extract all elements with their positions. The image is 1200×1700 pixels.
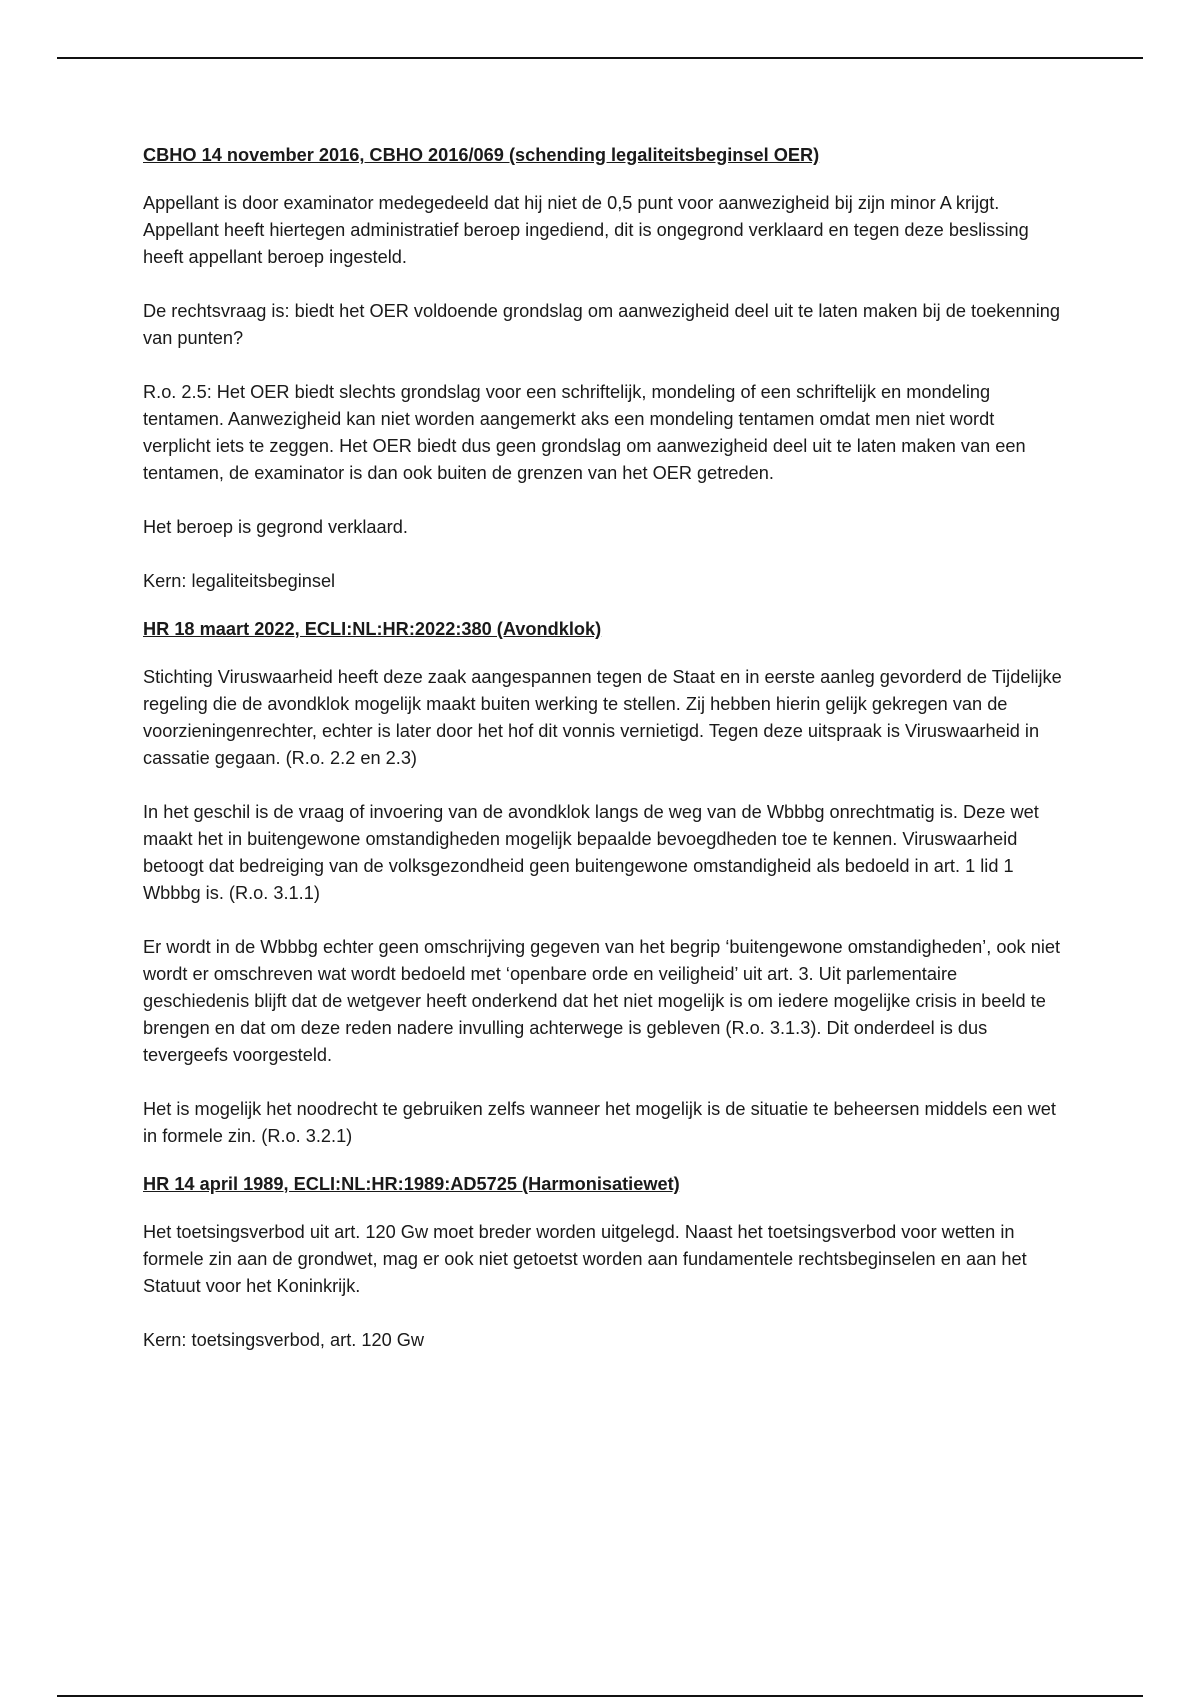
paragraph: Kern: toetsingsverbod, art. 120 Gw <box>143 1330 425 1350</box>
top-rule <box>57 57 1143 59</box>
paragraph: In het geschil is de vraag of invoering van de avondklok langs de weg van de Wbbbg onrechtmatig is. Deze wet maakt het in buitengewone omstandigheden mogelijk bepaalde bevoegdheden toe te kennen. Viruswaarheid betoogt dat bedreiging van de volksgezondheid geen buitengewone omstandigheid als bedoeld in art. 1 lid 1 Wbbbg is. (R.o. 3.1.1) <box>143 802 1039 903</box>
paragraph: De rechtsvraag is: biedt het OER voldoende grondslag om aanwezigheid deel uit te laten maken bij de toekenning van punten? <box>143 301 1061 348</box>
paragraph: Het toetsingsverbod uit art. 120 Gw moet breder worden uitgelegd. Naast het toetsingsverbod voor wetten in formele zin aan de grondwet, mag er ook niet getoetst worden aan fundamentele rechtsbeginselen en aan het Statuut voor het Koninkrijk. <box>143 1222 1027 1296</box>
paragraph: R.o. 2.5: Het OER biedt slechts grondslag voor een schriftelijk, mondeling of een schriftelijk en mondeling tentamen. Aanwezigheid kan niet worden aangemerkt aks een mondeling tentamen omdat men niet wordt verplicht iets te zeggen. Het OER biedt dus geen grondslag om aanwezigheid deel uit te laten maken van een tentamen, de examinator is dan ook buiten de grenzen van het OER getreden. <box>143 382 1026 483</box>
document-body <box>143 142 1063 1381</box>
section-hr-1989-harmonisatiewet <box>143 1171 1063 1354</box>
section-heading: HR 18 maart 2022, ECLI:NL:HR:2022:380 (Avondklok) <box>143 619 602 639</box>
paragraph: Kern: legaliteitsbeginsel <box>143 571 336 591</box>
bottom-rule <box>57 1695 1143 1697</box>
paragraph: Het is mogelijk het noodrecht te gebruiken zelfs wanneer het mogelijk is de situatie te beheersen middels een wet in formele zin. (R.o. 3.2.1) <box>143 1099 1056 1146</box>
section-cbho-2016 <box>143 142 1063 595</box>
paragraph: Het beroep is gegrond verklaard. <box>143 517 408 537</box>
section-heading: HR 14 april 1989, ECLI:NL:HR:1989:AD5725 (Harmonisatiewet) <box>143 1174 680 1194</box>
paragraph: Appellant is door examinator medegedeeld dat hij niet de 0,5 punt voor aanwezigheid bij zijn minor A krijgt. Appellant heeft hiertegen administratief beroep ingediend, dit is ongegrond verklaard en tegen deze beslissing heeft appellant beroep ingesteld. <box>143 193 1029 267</box>
paragraph: Er wordt in de Wbbbg echter geen omschrijving gegeven van het begrip ‘buitengewone omstandigheden’, ook niet wordt er omschreven wat wordt bedoeld met ‘openbare orde en veiligheid’ uit art. 3. Uit parlementaire geschiedenis blijft dat de wetgever heeft onderkend dat het niet mogelijk is om iedere mogelijke crisis in beeld te brengen en dat om deze reden nadere invulling achterwege is gebleven (R.o. 3.1.3). Dit onderdeel is dus tevergeefs voorgesteld. <box>143 937 1061 1065</box>
section-heading: CBHO 14 november 2016, CBHO 2016/069 (schending legaliteitsbeginsel OER) <box>143 145 820 165</box>
section-hr-2022-avondklok <box>143 616 1063 1150</box>
paragraph: Stichting Viruswaarheid heeft deze zaak aangespannen tegen de Staat en in eerste aanleg gevorderd de Tijdelijke regeling die de avondklok mogelijk maakt buiten werking te stellen. Zij hebben hierin gelijk gekregen van de voorzieningenrechter, echter is later door het hof dit vonnis vernietigd. Tegen deze uitspraak is Viruswaarheid in cassatie gegaan. (R.o. 2.2 en 2.3) <box>143 667 1062 768</box>
